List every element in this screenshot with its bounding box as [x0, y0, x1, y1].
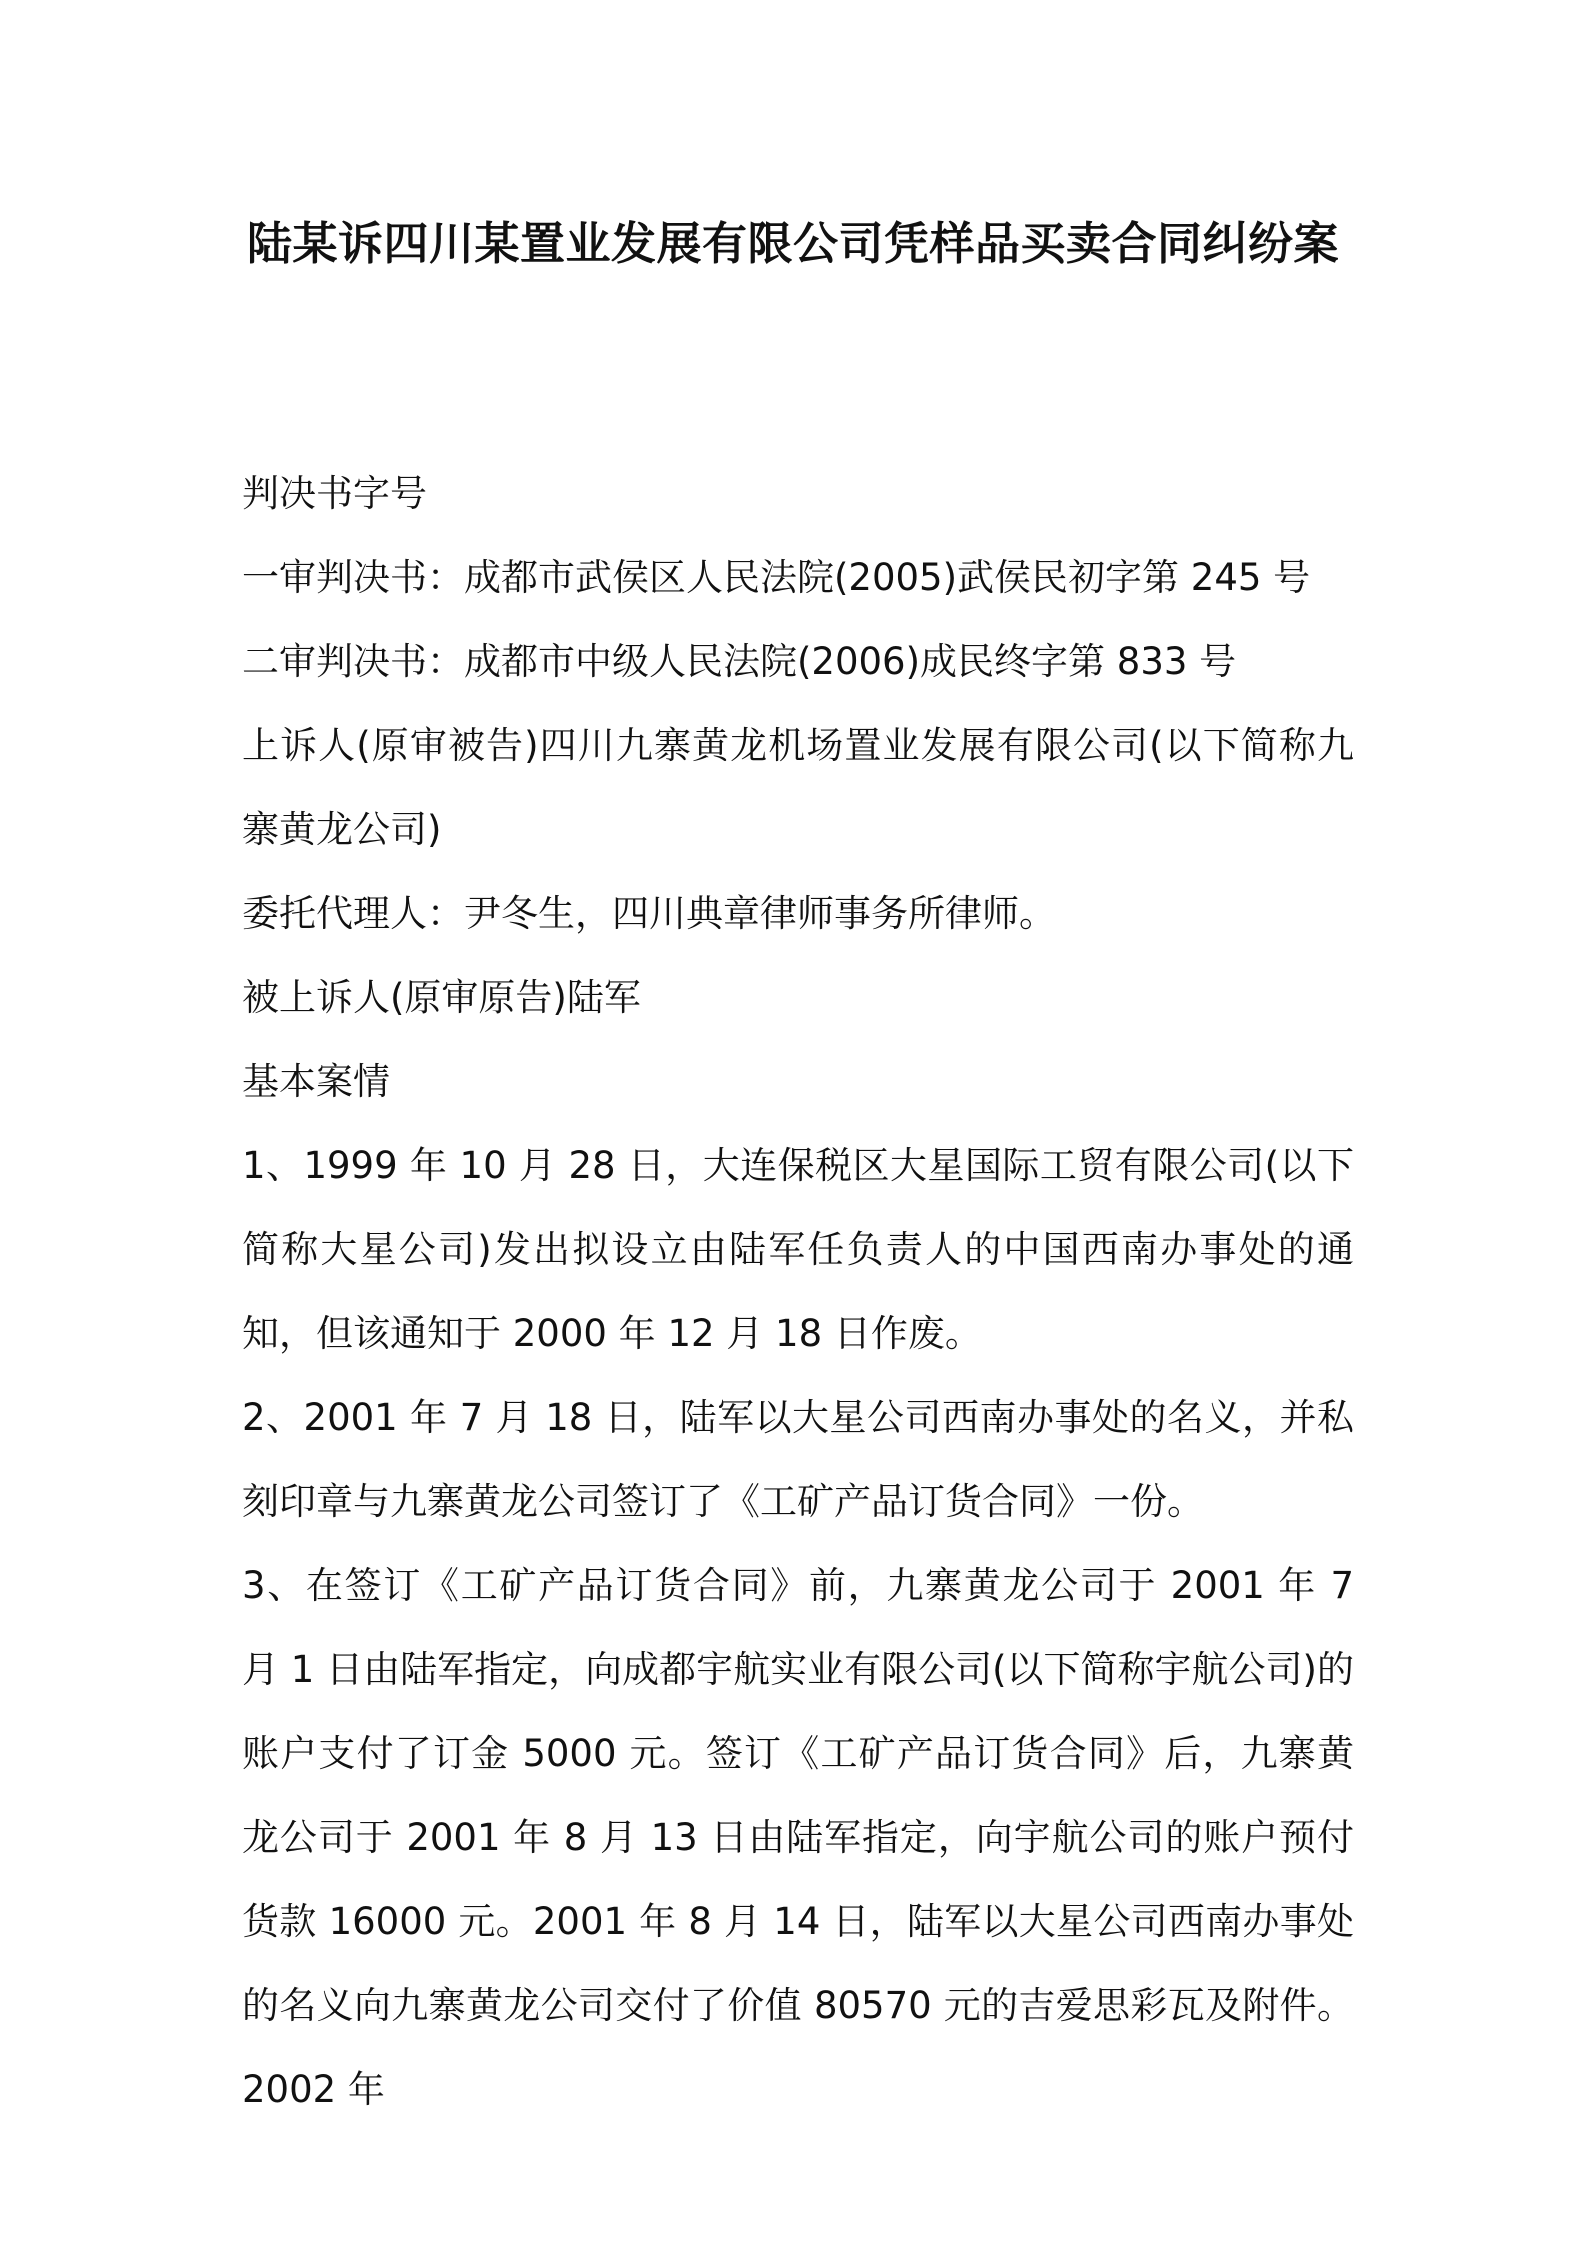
paragraph-judgment-number-heading: 判决书字号	[242, 472, 427, 515]
document-title: 陆某诉四川某置业发展有限公司凭样品买卖合同纠纷案	[246, 217, 1339, 270]
paragraph-basic-facts-heading: 基本案情	[242, 1060, 390, 1103]
paragraph-fact-2: 2、2001 年 7 月 18 日，陆军以大星公司西南办事处的名义，并私刻印章与九寨黄龙公司签订了《工矿产品订货合同》一份。	[242, 1396, 1354, 1523]
paragraph-appellant: 上诉人(原审被告)四川九寨黄龙机场置业发展有限公司(以下简称九寨黄龙公司)	[242, 724, 1354, 851]
paragraph-first-instance: 一审判决书：成都市武侯区人民法院(2005)武侯民初字第 245 号	[242, 556, 1311, 599]
paragraph-second-instance: 二审判决书：成都市中级人民法院(2006)成民终字第 833 号	[242, 640, 1237, 683]
paragraph-agent: 委托代理人：尹冬生，四川典章律师事务所律师。	[242, 892, 1056, 935]
document-body	[242, 452, 1354, 2132]
paragraph-appellee: 被上诉人(原审原告)陆军	[242, 976, 641, 1019]
paragraph-fact-3: 3、在签订《工矿产品订货合同》前，九寨黄龙公司于 2001 年 7 月 1 日由陆军指定，向成都宇航实业有限公司(以下简称宇航公司)的账户支付了订金 5000 元。签订《工矿产品订货合同》后，九寨黄龙公司于 2001 年 8 月 13 日由陆军指定，向宇航公司的账户预付货款 16000 元。2001 年 8 月 14 日，陆军以大星公司西南办事处的名义向九寨黄龙公司交付了价值 80570 元的吉爱思彩瓦及附件。2002 年	[242, 1564, 1354, 2111]
paragraph-fact-1: 1、1999 年 10 月 28 日，大连保税区大星国际工贸有限公司(以下简称大星公司)发出拟设立由陆军任负责人的中国西南办事处的通知，但该通知于 2000 年 12 月 18 日作废。	[242, 1144, 1354, 1355]
